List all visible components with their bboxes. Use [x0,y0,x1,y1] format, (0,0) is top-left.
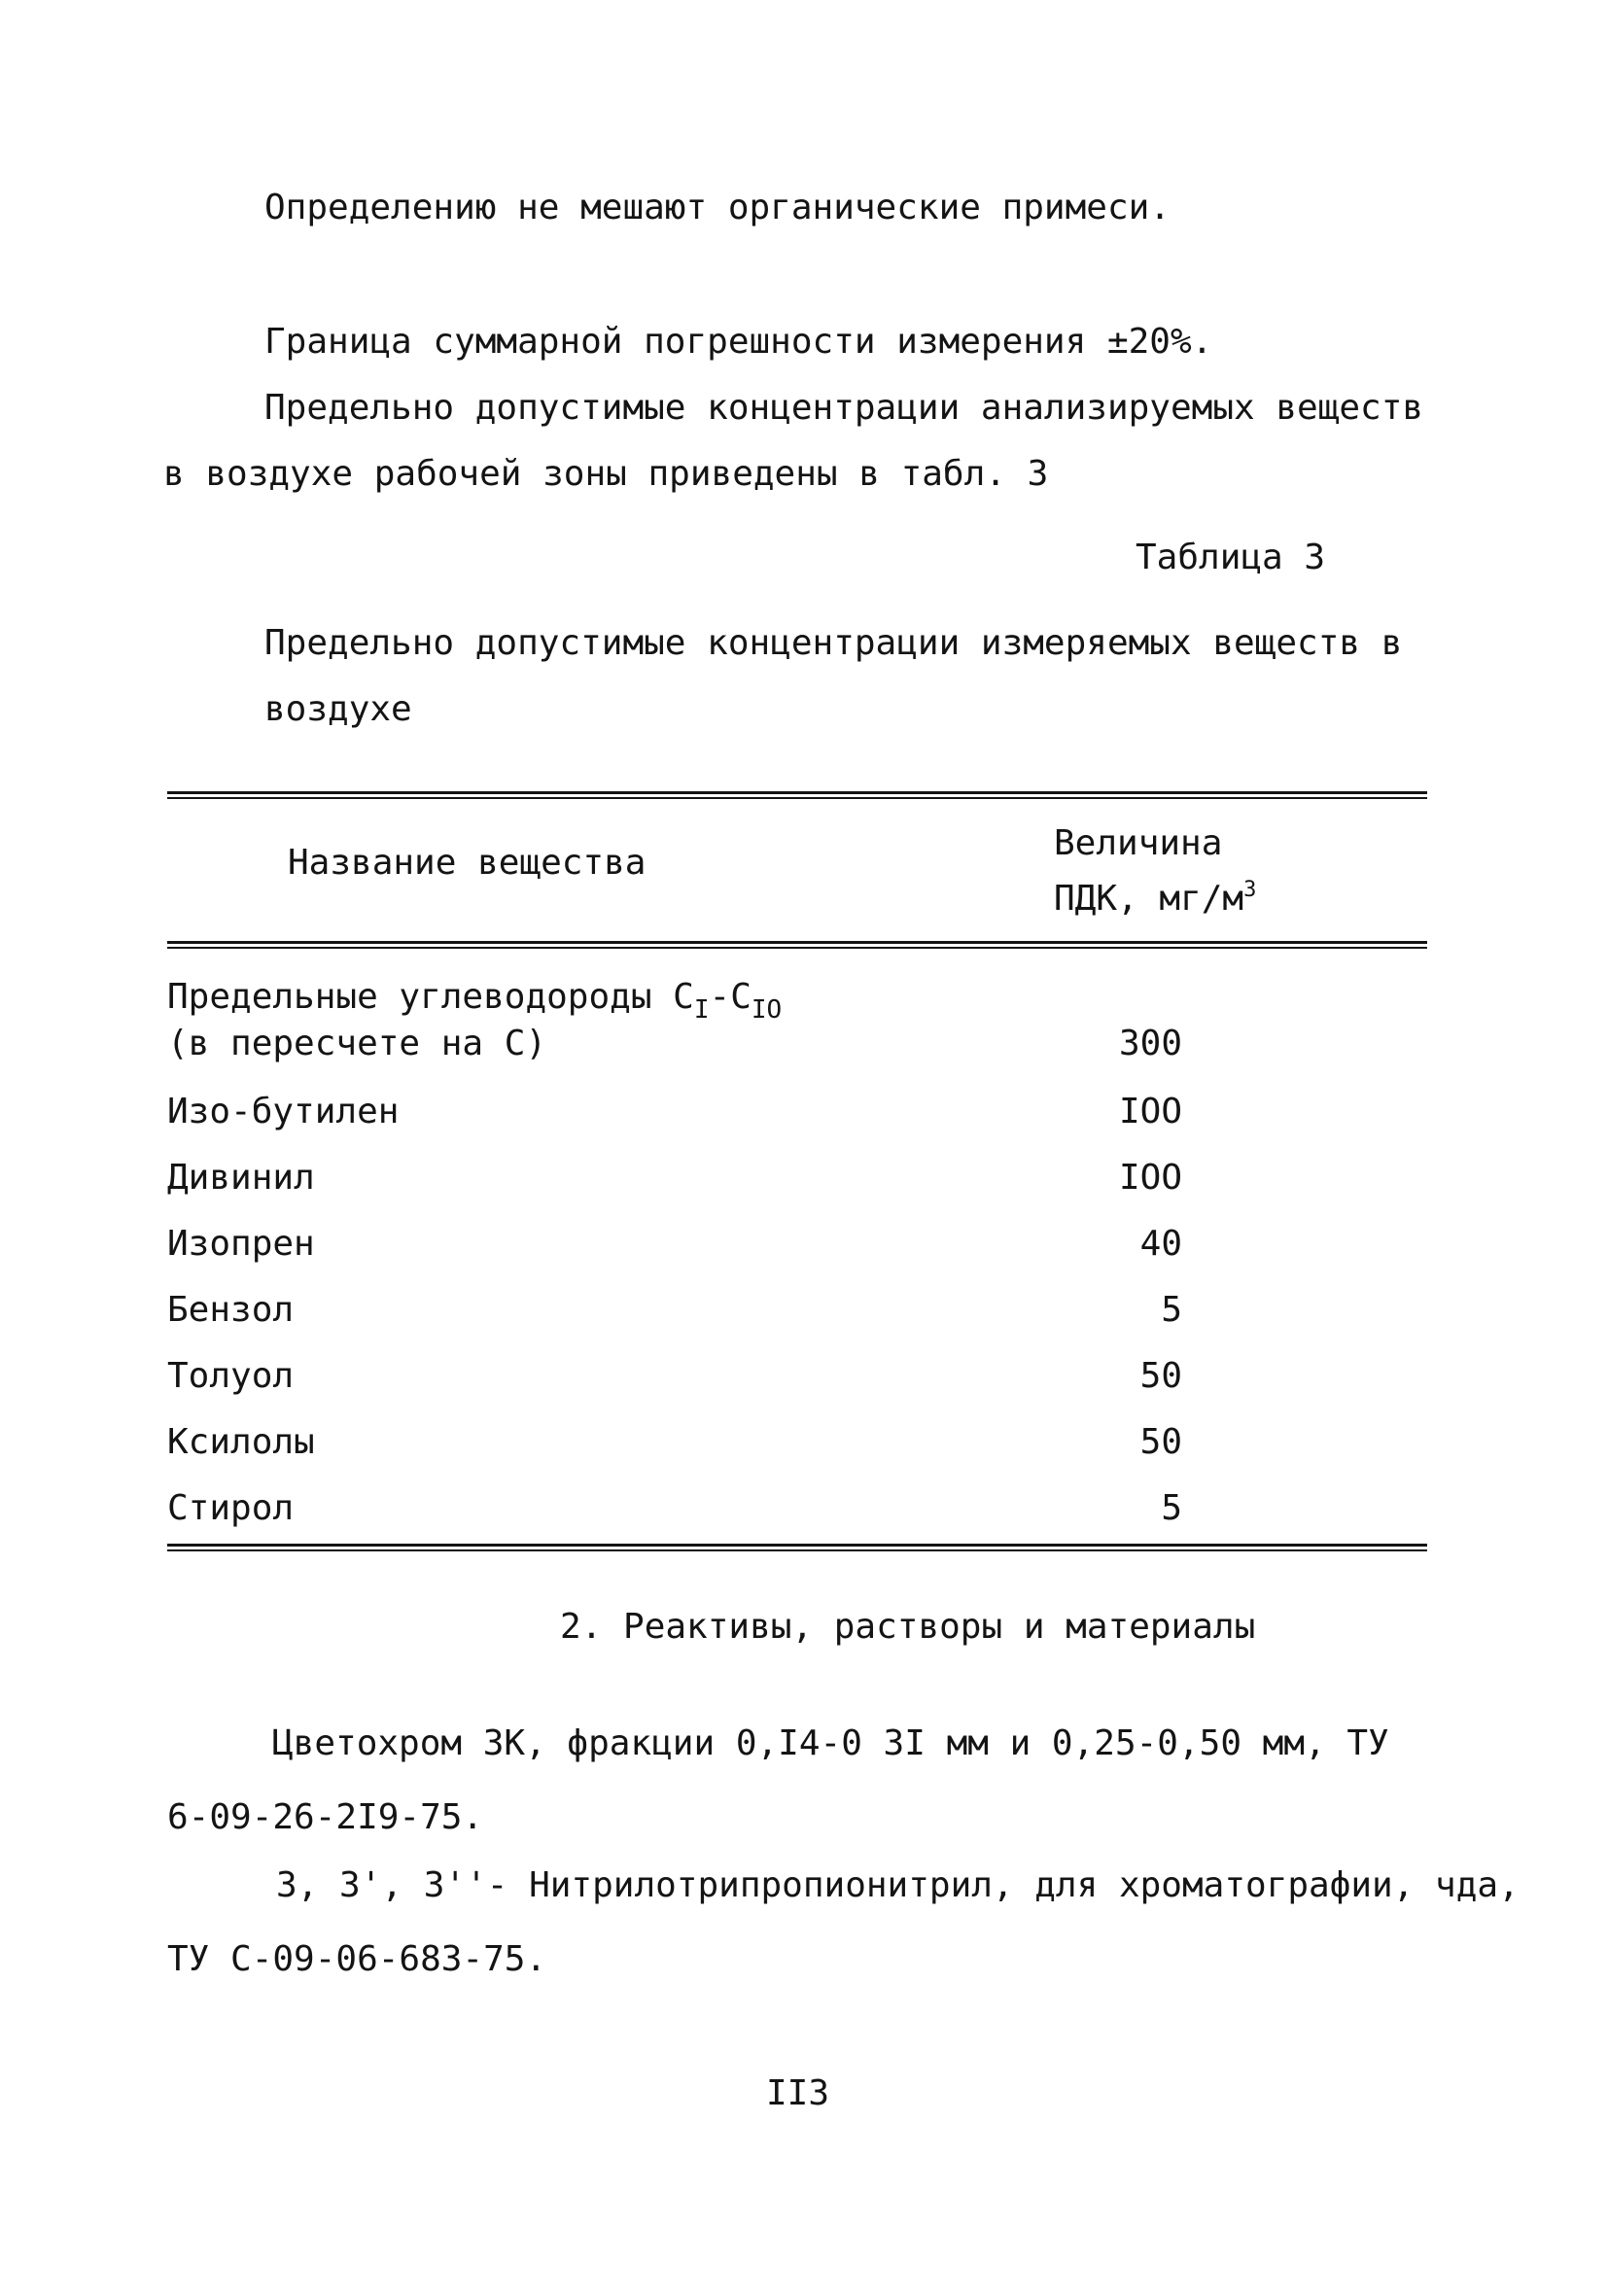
table-header-rule [167,941,1427,944]
table-row-value: 5 [1161,1290,1182,1330]
paragraph-mpc-intro-line1: Предельно допустимые концентрации анализируемых веществ [264,388,1424,428]
table-row-name: Предельные углеводороды $C_I-C_{IO}$ [167,977,783,1025]
paragraph-interference: Определению не мешают органические примеси. [264,188,1171,227]
table-header-rule-2 [167,947,1427,949]
table-row-value: IOO [1118,1158,1182,1198]
table-row-name: Дивинил [167,1158,315,1198]
table-top-rule [167,791,1427,794]
section-item2-line2: ТУ С-09-06-683-75. [167,1939,547,1979]
table-bottom-rule-2 [167,1549,1427,1551]
table-row-name-cont: (в пересчете на C) [167,1024,547,1063]
section-item1-line2: 6-09-26-2I9-75. [167,1797,484,1837]
paragraph-mpc-intro-line2: в воздухе рабочей зоны приведены в табл. 3 [163,454,1049,494]
section-heading: 2. Реактивы, растворы и материалы [560,1607,1256,1647]
table-label: Таблица 3 [1136,538,1326,577]
table-row-name: Стирол [167,1488,295,1528]
table-row-name: Толуол [167,1356,295,1396]
table-caption-line1: Предельно допустимые концентрации измеряемых веществ в [264,623,1403,663]
table-row-value: 300 [1118,1024,1182,1063]
table-bottom-rule [167,1544,1427,1547]
table-row-value: 50 [1139,1422,1182,1462]
table-row-value: 50 [1139,1356,1182,1396]
table-row-value: 5 [1161,1488,1182,1528]
table-top-rule-2 [167,797,1427,799]
page-number: II3 [766,2073,830,2113]
table-row-name: Бензол [167,1290,295,1330]
table-row-name: Изопрен [167,1224,315,1264]
table-row-name: Ксилолы [167,1422,315,1462]
table-row-name: Изо-бутилен [167,1092,400,1131]
section-item1-line1: Цветохром 3К, фракции 0,I4-0 3I мм и 0,25-0,50 мм, ТУ [272,1723,1389,1763]
table-header-name: Название вещества [288,843,647,883]
table-row-value: 40 [1139,1224,1182,1264]
table-header-value-unit: ПДК, мг/м [1054,879,1244,919]
section-item2-line1: 3, 3', 3''- Нитрилотрипропионитрил, для хроматографии, чда, [276,1865,1520,1905]
paragraph-error-limit: Граница суммарной погрешности измерения ±20%. [264,322,1213,362]
table-caption-line2: воздухе [264,689,412,729]
table-row-value: IOO [1118,1092,1182,1131]
table-header-value-line2 [1054,869,1256,921]
table-header-value-sup: 3 [1243,878,1257,902]
table-header-value-line1: Величина [1054,823,1223,863]
